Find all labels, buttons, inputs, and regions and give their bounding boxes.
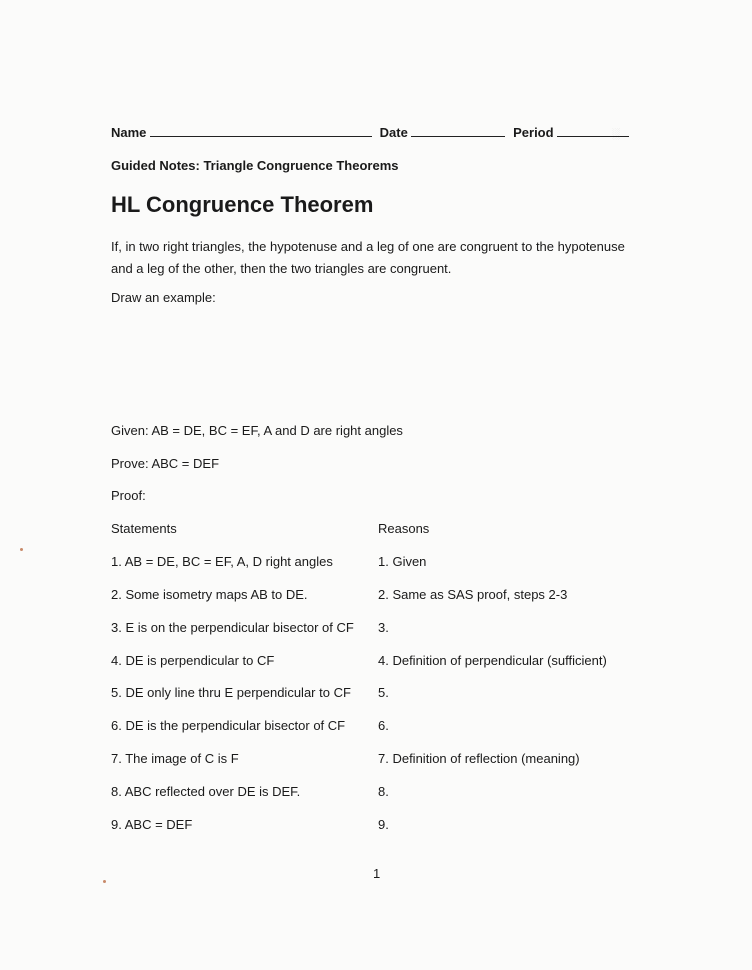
proof-reason: 1. Given [378,554,427,569]
date-blank[interactable] [411,124,505,137]
date-label: Date [379,125,408,140]
proof-statement: 2. Some isometry maps AB to DE. [111,587,308,602]
page-title: HL Congruence Theorem [111,192,374,217]
proof-reason: 9. [378,817,389,832]
draw-prompt: Draw an example: [111,290,216,305]
header-row [111,124,631,140]
name-blank[interactable] [150,124,372,137]
bleed-through: ░ [612,128,620,140]
given-statement: Given: AB = DE, BC = EF, A and D are right angles [111,423,403,438]
proof-statement: 9. ABC = DEF [111,817,193,832]
proof-reason: 8. [378,784,389,799]
paper-speck [103,880,106,883]
proof-label: Proof: [111,488,146,503]
proof-reason: 7. Definition of reflection (meaning) [378,751,580,766]
reasons-header: Reasons [378,521,430,536]
page-number: 1 [373,866,381,881]
period-blank[interactable] [557,124,629,137]
subtitle: Guided Notes: Triangle Congruence Theorems [111,158,399,173]
name-label: Name [111,125,147,140]
proof-statement: 5. DE only line thru E perpendicular to CF [111,685,351,700]
proof-reason: 4. Definition of perpendicular (sufficient) [378,653,607,668]
proof-reason: 6. [378,718,389,733]
proof-statement: 3. E is on the perpendicular bisector of CF [111,620,354,635]
proof-reason: 5. [378,685,389,700]
proof-statement: 4. DE is perpendicular to CF [111,653,275,668]
proof-statement: 8. ABC reflected over DE is DEF. [111,784,301,799]
proof-statement: 7. The image of C is F [111,751,239,766]
proof-statement: 1. AB = DE, BC = EF, A, D right angles [111,554,333,569]
theorem-statement: If, in two right triangles, the hypotenuse and a leg of one are congruent to the hypotenuse and a leg of the other, then the two triangles are congruent. [111,239,625,276]
paper-speck [20,548,23,551]
prove-statement: Prove: ABC = DEF [111,456,220,471]
statements-header: Statements [111,521,177,536]
proof-statement: 6. DE is the perpendicular bisector of CF [111,718,346,733]
proof-reason: 3. [378,620,389,635]
proof-reason: 2. Same as SAS proof, steps 2-3 [378,587,568,602]
period-label: Period [513,125,554,140]
